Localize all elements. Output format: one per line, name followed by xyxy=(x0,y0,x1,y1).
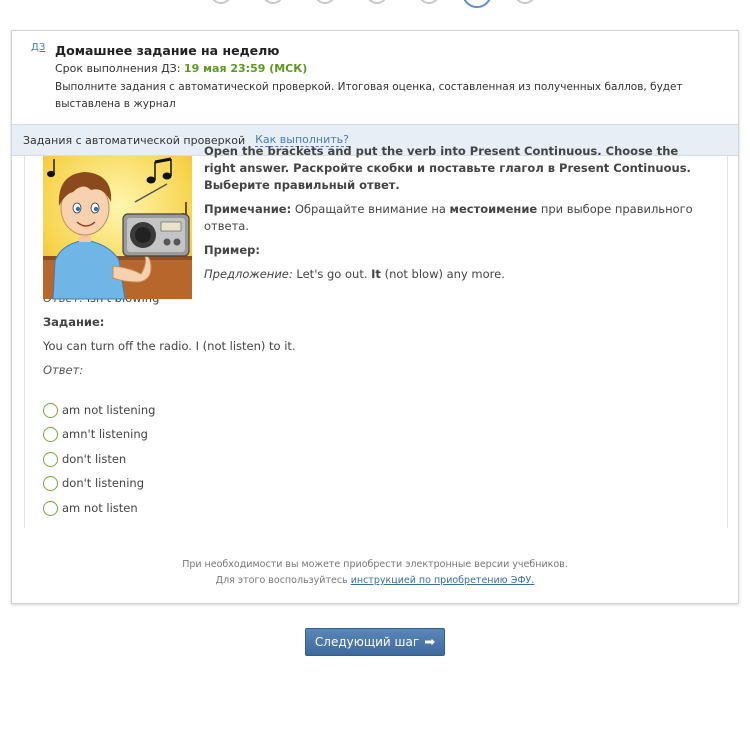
homework-deadline xyxy=(55,60,698,78)
option-label: don't listen xyxy=(62,451,127,466)
next-step-label: Следующий шаг xyxy=(314,635,420,649)
footer-line-1: При необходимости вы можете приобрести электронные версии учебников. xyxy=(182,559,568,570)
task-answer-row xyxy=(43,362,709,379)
note-text-1: Обращайте внимание на xyxy=(294,202,446,216)
footer-prefix: Для этого воспользуйтесь xyxy=(215,575,348,586)
how-to-complete-link[interactable]: Как выполнить? xyxy=(255,133,349,146)
homework-title: Домашнее задание на неделю xyxy=(55,43,280,58)
option-label: don't listening xyxy=(62,476,144,491)
step-dot[interactable] xyxy=(514,0,536,4)
ebook-footer xyxy=(12,557,738,589)
radio-button[interactable] xyxy=(43,403,58,418)
sentence-part-1: Let's go out. xyxy=(296,267,368,281)
note-text-2: при выборе правильного ответа. xyxy=(204,202,693,233)
step-indicator xyxy=(0,0,750,4)
answer-option[interactable] xyxy=(43,398,709,423)
sentence-bold: It xyxy=(371,267,381,281)
radio-button[interactable] xyxy=(43,427,58,442)
sentence-label: Предложение: xyxy=(204,267,293,281)
step-dot-active[interactable] xyxy=(462,0,492,8)
option-label: am not listen xyxy=(62,500,138,515)
next-step-button[interactable] xyxy=(305,628,445,656)
task-content xyxy=(25,143,727,521)
step-dot[interactable] xyxy=(366,0,388,4)
option-label: amn't listening xyxy=(62,427,148,442)
radio-button[interactable] xyxy=(43,501,58,516)
deadline-label: Срок выполнения ДЗ: xyxy=(55,62,181,75)
instruction-note xyxy=(204,201,709,235)
arrow-right-icon: ➡ xyxy=(424,634,436,650)
deadline-date: 19 мая 23:59 (МСК) xyxy=(183,62,308,75)
radio-button[interactable] xyxy=(43,452,58,467)
task-scroll-area[interactable] xyxy=(24,144,728,528)
task-answer-label: Ответ: xyxy=(43,363,84,377)
step-dot[interactable] xyxy=(262,0,284,4)
answer-option[interactable] xyxy=(43,496,709,521)
efu-instruction-link[interactable]: инструкцией по приобретению ЭФУ. xyxy=(350,575,535,586)
answer-option[interactable] xyxy=(43,447,709,472)
example-sentence xyxy=(204,266,709,283)
example-label: Пример: xyxy=(204,243,260,257)
homework-card xyxy=(11,30,739,604)
instruction-lead xyxy=(204,143,709,194)
section-label: Задания с автоматической проверкой xyxy=(23,133,246,147)
homework-header xyxy=(12,31,738,125)
note-label: Примечание: xyxy=(204,202,292,216)
task-block xyxy=(43,290,709,521)
step-dot[interactable] xyxy=(418,0,440,4)
homework-badge: ДЗ xyxy=(31,42,46,53)
example-label-row xyxy=(204,242,709,259)
step-dot[interactable] xyxy=(210,0,232,4)
radio-button[interactable] xyxy=(43,476,58,491)
task-label-row xyxy=(43,314,709,331)
instruction-russian: Раскройте скобки и поставьте глагол в Present Continuous. Выберите правильный ответ. xyxy=(204,161,691,192)
instruction-english: Open the brackets and put the verb into Present Continuous. Choose the right answer. xyxy=(204,144,679,175)
step-dot[interactable] xyxy=(314,0,336,4)
task-sentence: You can turn off the radio. I (not listen) to it. xyxy=(43,339,296,353)
answer-options xyxy=(43,398,709,521)
answer-option[interactable] xyxy=(43,423,709,448)
task-instructions xyxy=(204,143,709,283)
task-label: Задание: xyxy=(43,315,105,329)
footer-line-2 xyxy=(12,573,738,589)
option-label: am not listening xyxy=(62,402,156,417)
answer-option[interactable] xyxy=(43,472,709,497)
note-bold: местоимение xyxy=(449,202,538,216)
boy-with-radio-illustration xyxy=(43,156,192,299)
homework-description: Выполните задания с автоматической проверкой. Итоговая оценка, составленная из полученных баллов, будет выставлена в журнал xyxy=(55,81,683,110)
sentence-part-2: (not blow) any more. xyxy=(384,267,505,281)
